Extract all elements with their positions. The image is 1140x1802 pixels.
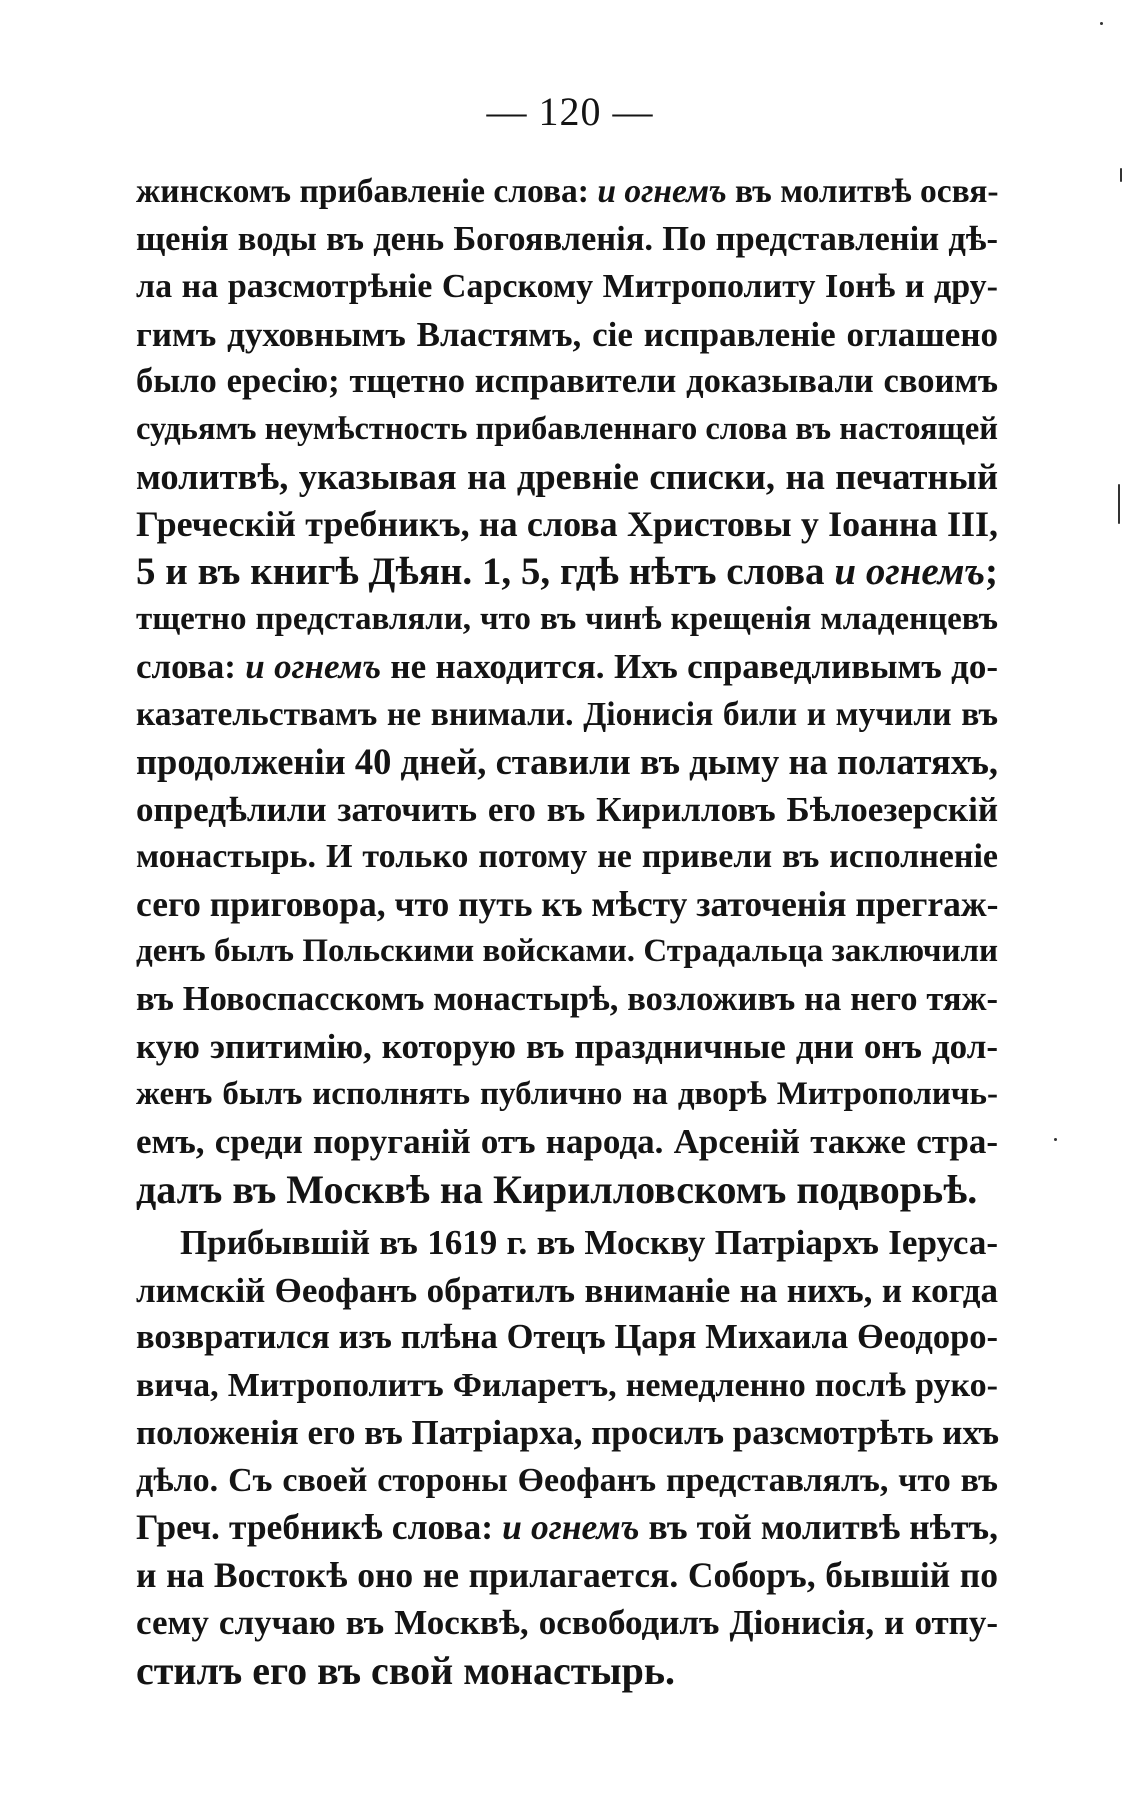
text-line: сему случаю въ Москвѣ, освободилъ Діонисія, и отпу-: [136, 1603, 998, 1642]
text-line: и на Востокѣ оно не прилагается. Соборъ, бывшій по: [136, 1554, 998, 1595]
body-text: [136, 168, 998, 1694]
text-line: стилъ его въ свой монастырь.: [136, 1647, 675, 1693]
paragraph-1: [136, 168, 998, 1213]
text-line: было ересію; тщетно исправители доказывали своимъ: [136, 362, 998, 400]
text-line: 5 и въ книгѣ Дѣян. 1, 5, гдѣ нѣтъ слова и огнемъ;: [136, 550, 998, 593]
text-line: въ Новоспасскомъ монастырѣ, возложивъ на него тяж-: [136, 979, 998, 1018]
text-line: гимъ духовнымъ Властямъ, сіе исправленіе оглашено: [136, 314, 998, 354]
text-line: положенія его въ Патріарха, просилъ разсмотрѣть ихъ: [136, 1413, 1000, 1452]
scan-speck: [1100, 22, 1103, 25]
text-line: продолженіи 40 дней, ставили въ дыму на полатяхъ,: [136, 741, 998, 782]
scan-speck: [1054, 1138, 1057, 1141]
paragraph-2: [136, 1219, 998, 1694]
italic-phrase: и огнемъ: [834, 550, 985, 593]
text-line: кую эпитимію, которую въ праздничные дни онъ дол-: [136, 1027, 998, 1066]
text-line: опредѣлили заточить его въ Кирилловъ Бѣлоезерскій: [136, 789, 998, 829]
text-line: тщетно представляли, что въ чинѣ крещенія младенцевъ: [136, 600, 998, 637]
text-line: монастырь. И только потому не привели въ исполненіе: [136, 838, 998, 875]
italic-phrase: и огнемъ: [597, 173, 727, 210]
text-line: далъ въ Москвѣ на Кирилловскомъ подворьѣ.: [136, 1166, 978, 1212]
text-line: вича, Митрополитъ Филаретъ, немедленно послѣ руко-: [136, 1366, 998, 1404]
text-line: сего приговора, что путь къ мѣсту заточенія прегraж-: [136, 883, 999, 924]
italic-phrase: и огнемъ: [245, 647, 382, 686]
text-line: судьямъ неумѣстность прибавленнаго слова въ настоящей: [136, 410, 998, 447]
text-line: дѣло. Съ своей стороны Өеофанъ представлялъ, что въ: [136, 1461, 998, 1499]
text-line: щенія воды въ день Богоявленія. По представленіи дѣ-: [136, 219, 998, 258]
scan-speck: [1120, 168, 1122, 182]
text-line: емъ, среди поруганій отъ народа. Арсеній также стра-: [136, 1122, 998, 1161]
text-line: женъ былъ исполнять публично на дворѣ Митрополичь-: [136, 1075, 998, 1112]
text-line: Прибывшій въ 1619 г. въ Москву Патріархъ Іеруса-: [180, 1223, 998, 1262]
italic-phrase: и огнемъ: [502, 1507, 640, 1547]
text-line: возвратился изъ плѣна Отецъ Царя Михаила Өеодоро-: [136, 1318, 998, 1356]
text-line: Греческій требникъ, на слова Христовы у Іоанна III,: [136, 503, 998, 544]
scan-speck: [1118, 484, 1120, 524]
text-line: молитвѣ, указывая на древніе списки, на печатный: [136, 456, 998, 497]
text-line: денъ былъ Польскими войсками. Страдальца заключили: [136, 933, 998, 969]
text-line: ла на разсмотрѣніе Сарскому Митрополиту Іонѣ и дру-: [136, 268, 998, 305]
text-line: казательствамъ не внимали. Діонисія били и мучили въ: [136, 695, 998, 733]
text-line: Греч. требникѣ слова: и огнемъ въ той молитвѣ нѣтъ,: [136, 1507, 998, 1547]
text-line: лимскій Өеофанъ обратилъ вниманіе на нихъ, и когда: [136, 1270, 998, 1310]
page-number: — 120 —: [486, 89, 654, 134]
text-line: слова: и огнемъ не находится. Ихъ справедливымъ до-: [136, 647, 999, 686]
text-line: жинскомъ прибавленіе слова: и огнемъ въ молитвѣ освя-: [136, 173, 999, 210]
